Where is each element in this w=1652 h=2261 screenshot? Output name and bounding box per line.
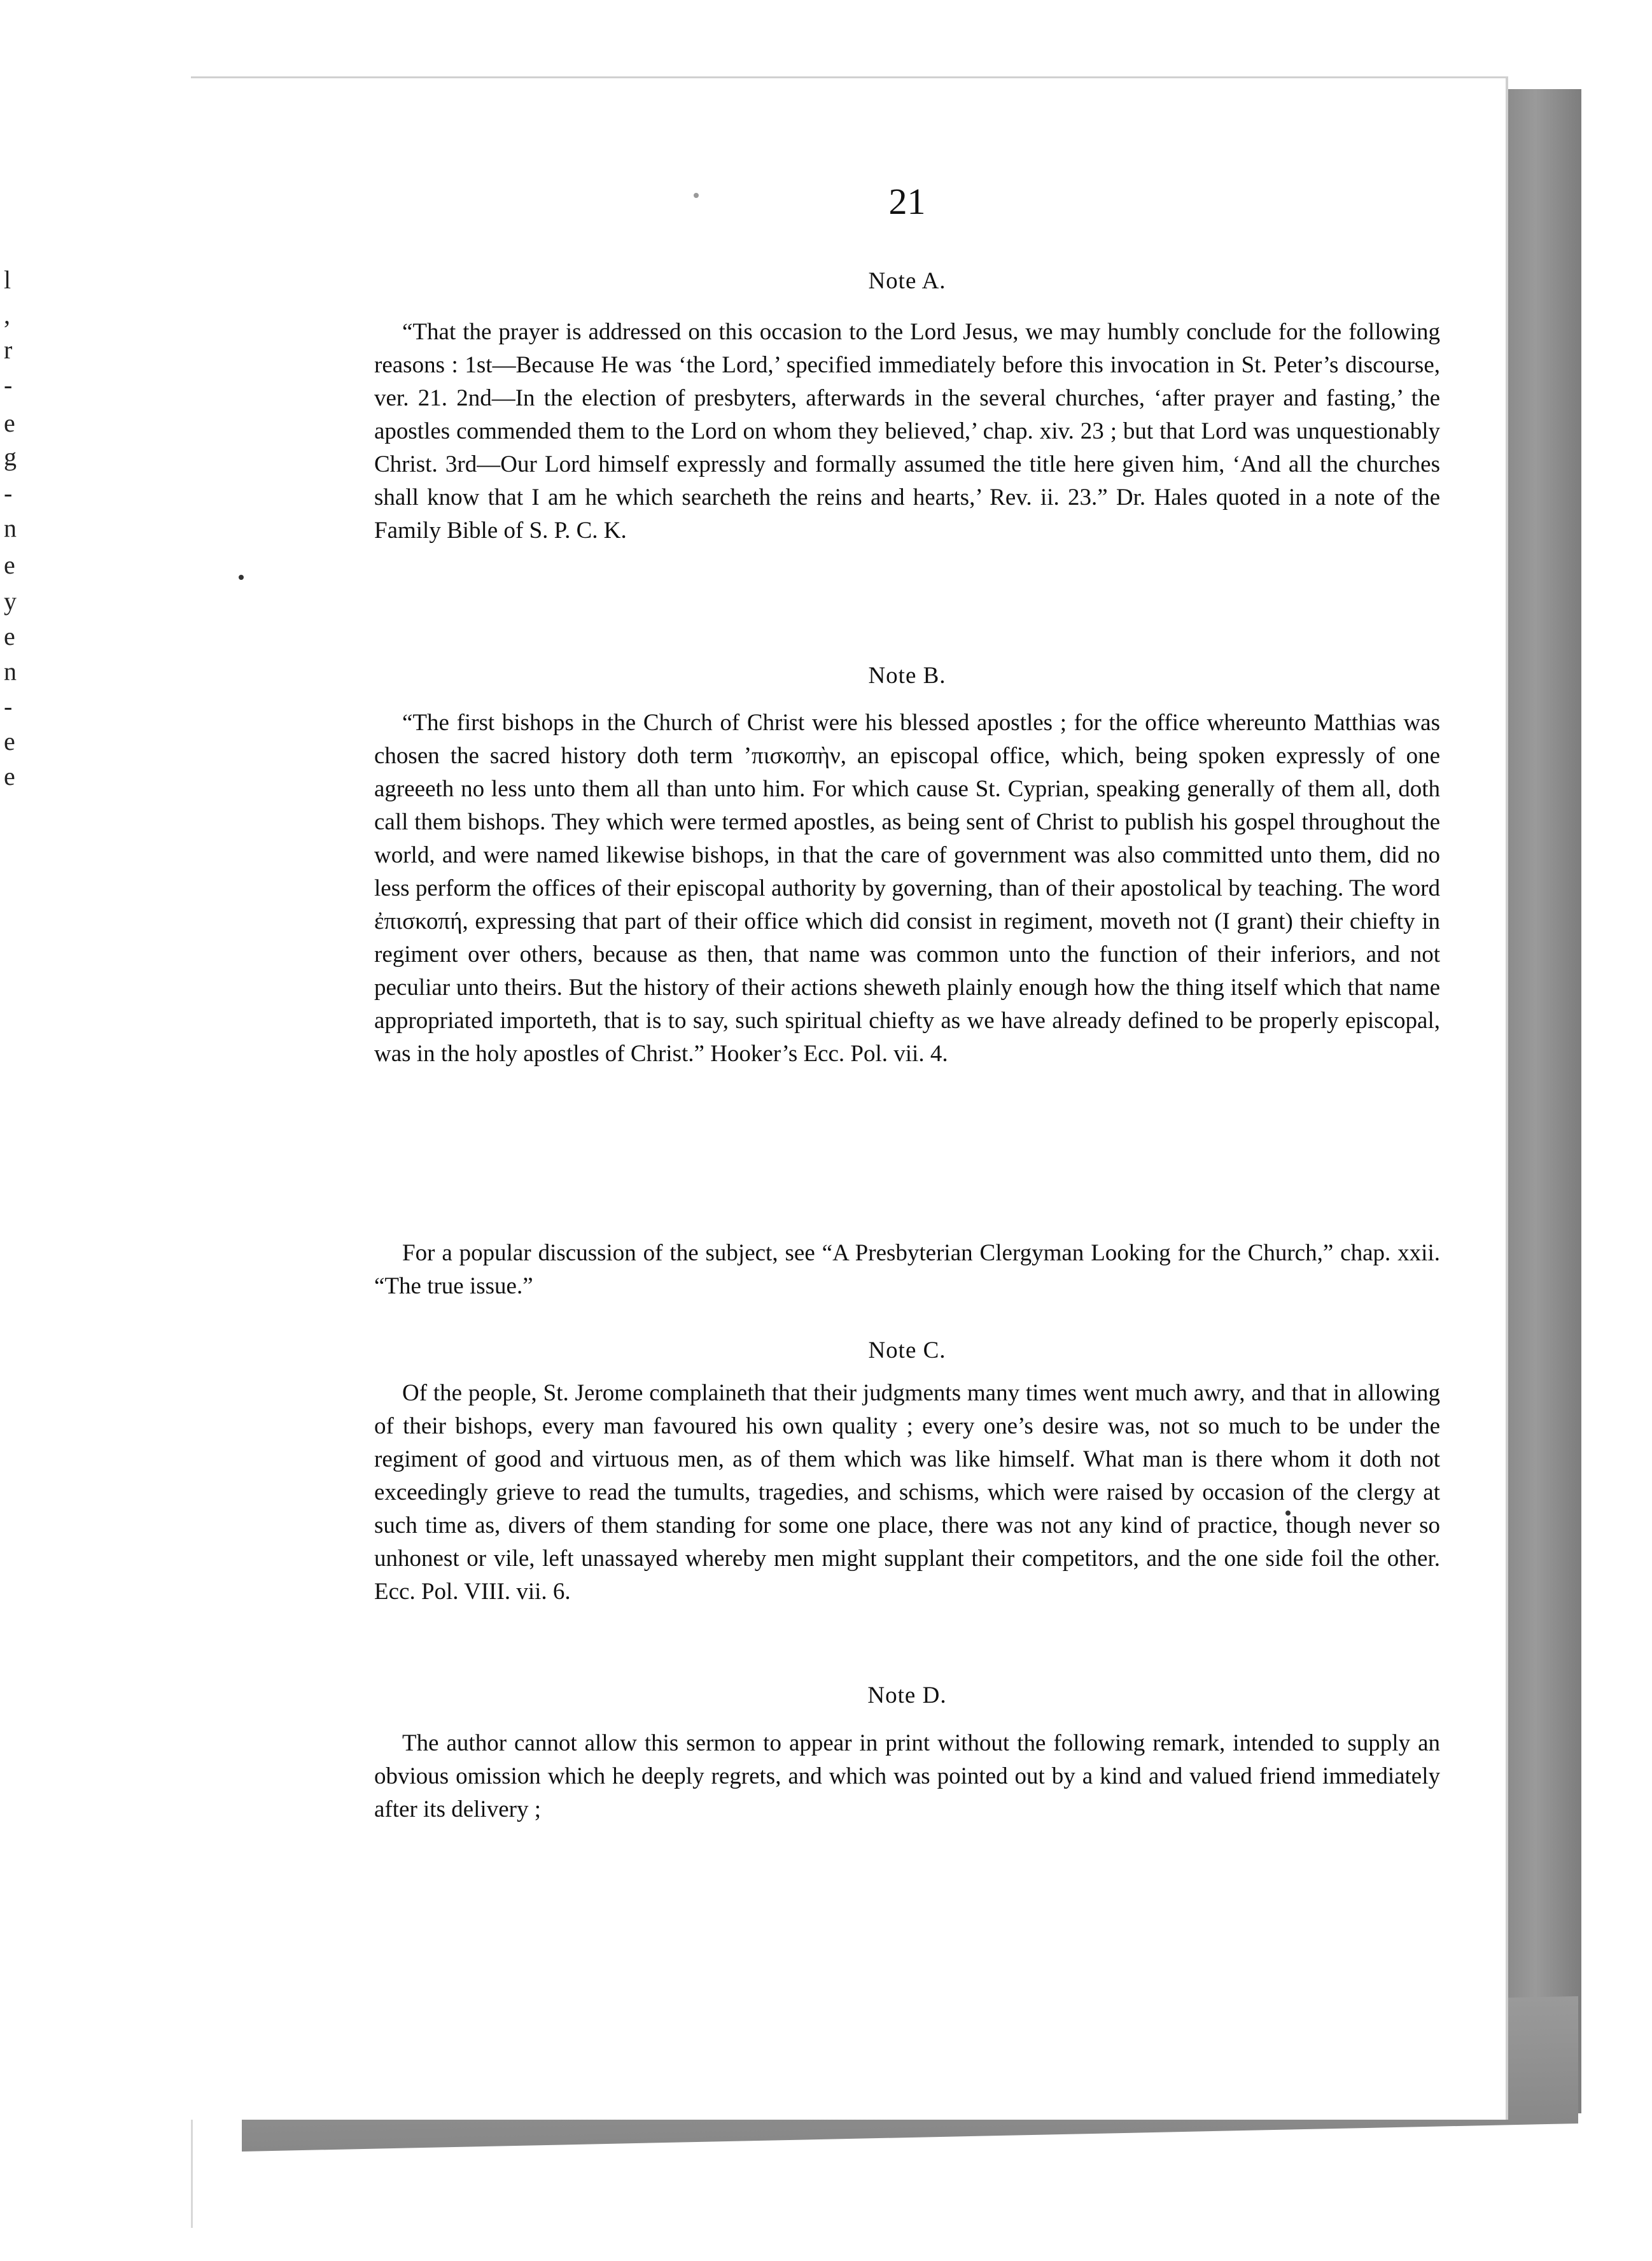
note-a-paragraph: “That the prayer is addressed on this occasion to the Lord Jesus, we may humbly conclude for the following reasons : 1st—Because He was ‘the Lord,’ specified immediately before this invocation in St. Peter’s discourse, ver. 21. 2nd—In the election of presbyters, afterwards in the several churches, ‘after prayer and fasting,’ the apostles commended them to the Lord on whom they believed,’ chap. xiv. 23 ; but that Lord was unquestionably Christ. 3rd—Our Lord himself expressly and formally assumed the title here given him, ‘And all the churches shall know that I am he which searcheth the reins and hearts,’ Rev. ii. 23.” Dr. Hales quoted in a note of the Family Bible of S. P. C. K. [374, 319, 1440, 544]
margin-char: r [4, 335, 13, 364]
margin-char: y [4, 587, 17, 616]
document-page [191, 76, 1508, 2120]
note-c-paragraph: Of the people, St. Jerome complaineth that their judgments many times went much awry, and that in allowing of their bishops, every man favoured his own quality ; every one’s desire was, not so much to be under the regiment of good and virtuous men, as of them which was like himself. What man is there whom it doth not exceedingly grieve to read the tumults, tragedies, and schisms, which were raised by occasion of the clergy at such time as, divers of them standing for some one place, there was not any kind of practice, though never so unhonest or vile, left unassayed whereby men might supplant their competitors, and the one side foil the other. Ecc. Pol. VIII. vii. 6. [374, 1380, 1440, 1605]
margin-char: e [4, 551, 15, 579]
margin-char: - [4, 692, 13, 721]
previous-page-edge [0, 83, 193, 2228]
note-b-paragraph-2: For a popular discussion of the subject, see “A Presbyterian Clergyman Looking for the Church,” chap. xxii. “The true issue.” [374, 1240, 1440, 1299]
margin-char: g [4, 442, 17, 471]
margin-char: - [4, 370, 13, 399]
note-a-heading: Note A. [868, 268, 946, 294]
note-d-paragraph: The author cannot allow this sermon to appear in print without the following remark, intended to supply an obvious omission which he deeply regrets, and which was pointed out by a kind and valued friend immediately after its delivery ; [374, 1730, 1440, 1822]
page-number: 21 [888, 181, 926, 222]
margin-char: e [4, 727, 15, 756]
margin-char: l [4, 265, 11, 294]
note-b-paragraph: “The first bishops in the Church of Christ were his blessed apostles ; for the office whereunto Matthias was chosen the sacred history doth term ’πισκοπὴν, an episcopal office, which, being spoken expressly of one agreeeth no less unto them all than unto him. For which cause St. Cyprian, speaking generally of them all, doth call them bishops. They which were termed apostles, as being sent of Christ to publish his gospel throughout the world, and were named likewise bishops, in that the care of government was also committed unto them, did no less perform the offices of their episcopal authority by governing, than of their apostolical by teaching. The word ἐπισκοπή, expressing that part of their office which did consist in regiment, moveth not (I grant) their chiefty in regiment over others, because as then, that name was common unto the function of their inferiors, and not peculiar unto theirs. But the history of their actions sheweth plainly enough how the thing itself which that name appropriated importeth, that is to say, such spiritual chiefty as we have already defined to be properly episcopal, was in the holy apostles of Christ.” Hooker’s Ecc. Pol. vii. 4. [374, 710, 1440, 1067]
margin-char: e [4, 622, 15, 651]
margin-char: n [4, 657, 17, 686]
note-c-heading: Note C. [868, 1337, 946, 1363]
margin-char: e [4, 409, 15, 437]
margin-char: , [4, 300, 10, 329]
margin-char: e [4, 762, 15, 791]
speck [239, 575, 244, 580]
margin-char: - [4, 479, 13, 507]
note-d-heading: Note D. [867, 1682, 947, 1708]
margin-char: n [4, 514, 17, 542]
scan-shadow-right [1505, 89, 1581, 2113]
note-b-heading: Note B. [868, 663, 946, 689]
